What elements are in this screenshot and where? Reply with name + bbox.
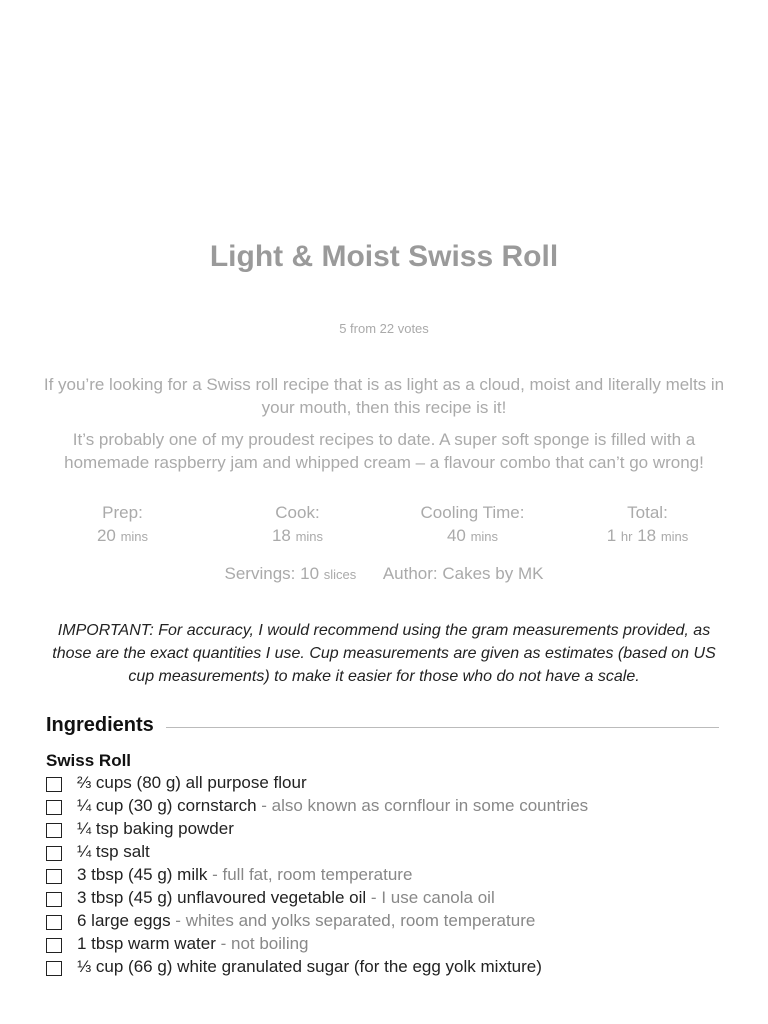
ingredient-note: I use canola oil bbox=[381, 887, 495, 907]
cook-time-value: 18 bbox=[271, 526, 291, 545]
prep-time-label: Prep: bbox=[102, 503, 143, 522]
ingredient-text: 3 tbsp (45 g) unflavoured vegetable oil bbox=[77, 887, 367, 907]
ingredient-note: also known as cornflour in some countries bbox=[271, 795, 589, 815]
total-time-minutes: 18 bbox=[637, 526, 657, 545]
ingredient-checkbox[interactable] bbox=[46, 938, 62, 953]
prep-time-unit: mins bbox=[120, 529, 149, 544]
cooling-time-unit: mins bbox=[470, 529, 499, 544]
servings-label: Servings: bbox=[224, 564, 296, 583]
ingredient-text: ⅓ cup (66 g) white granulated sugar (for the egg yolk mixture) bbox=[77, 956, 542, 976]
ingredient-item: 3 tbsp (45 g) milk - full fat, room temperature bbox=[46, 863, 746, 886]
summary-paragraph: If you’re looking for a Swiss roll recipe that is as light as a cloud, moist and literally melts in your mouth, then this recipe is it! bbox=[43, 375, 725, 417]
summary-paragraph: It’s probably one of my proudest recipes to date. A super soft sponge is filled with a homemade raspberry jam and whipped cream – a flavour combo that can’t go wrong! bbox=[64, 430, 704, 472]
total-time-minutes-unit: mins bbox=[660, 529, 689, 544]
total-time-hours-unit: hr bbox=[620, 529, 633, 544]
rating-text[interactable]: 5 from 22 votes bbox=[339, 321, 429, 336]
ingredient-group-title: Swiss Roll bbox=[46, 751, 132, 770]
ingredient-item: ¼ cup (30 g) cornstarch - also known as cornflour in some countries bbox=[46, 794, 746, 817]
prep-time-value: 20 bbox=[96, 526, 116, 545]
servings-value[interactable]: 10 bbox=[300, 564, 320, 583]
ingredient-text: ⅔ cups (80 g) all purpose flour bbox=[77, 772, 307, 792]
ingredient-item bbox=[46, 840, 746, 863]
ingredient-item bbox=[46, 955, 746, 978]
ingredient-item: 1 tbsp warm water - not boiling bbox=[46, 932, 746, 955]
ingredient-checkbox[interactable] bbox=[46, 823, 62, 838]
total-time-label: Total: bbox=[627, 503, 668, 522]
ingredient-checkbox[interactable] bbox=[46, 892, 62, 907]
ingredients-header bbox=[46, 710, 719, 740]
ingredient-text: ¼ cup (30 g) cornstarch bbox=[77, 795, 257, 815]
ingredient-list bbox=[46, 771, 746, 978]
recipe-title: Light & Moist Swiss Roll bbox=[209, 240, 559, 273]
ingredient-text: 6 large eggs bbox=[77, 910, 171, 930]
ingredient-checkbox[interactable] bbox=[46, 777, 62, 792]
cook-time-label: Cook: bbox=[275, 503, 320, 522]
ingredient-item: 6 large eggs - whites and yolks separated, room temperature bbox=[46, 909, 746, 932]
servings-unit: slices bbox=[323, 567, 357, 582]
ingredient-item bbox=[46, 817, 746, 840]
ingredient-text: 3 tbsp (45 g) milk bbox=[77, 864, 208, 884]
important-note: IMPORTANT: For accuracy, I would recommend using the gram measurements provided, as those are the exact quantities I use. Cup measurements are given as estimates (based on US cup measurements) to make it easier for those who do not have a scale. bbox=[52, 622, 716, 685]
ingredient-note: not boiling bbox=[231, 933, 309, 953]
total-time bbox=[560, 502, 735, 549]
prep-time bbox=[35, 502, 210, 549]
author-name: Cakes by MK bbox=[442, 564, 544, 583]
cook-time bbox=[210, 502, 385, 549]
recipe-meta bbox=[0, 564, 768, 584]
recipe-summary bbox=[40, 373, 728, 483]
cooling-time-label: Cooling Time: bbox=[420, 503, 525, 522]
ingredient-item bbox=[46, 771, 746, 794]
ingredient-text: ¼ tsp baking powder bbox=[77, 818, 234, 838]
ingredient-checkbox[interactable] bbox=[46, 800, 62, 815]
ingredient-note: full fat, room temperature bbox=[222, 864, 413, 884]
ingredient-checkbox[interactable] bbox=[46, 846, 62, 861]
ingredient-item: 3 tbsp (45 g) unflavoured vegetable oil - I use canola oil bbox=[46, 886, 746, 909]
ingredient-checkbox[interactable] bbox=[46, 961, 62, 976]
ingredients-heading: Ingredients bbox=[46, 713, 154, 736]
author-label: Author: bbox=[382, 564, 438, 583]
recipe-times bbox=[35, 502, 735, 549]
ingredient-text: ¼ tsp salt bbox=[77, 841, 150, 861]
heading-divider bbox=[166, 727, 719, 728]
ingredient-checkbox[interactable] bbox=[46, 915, 62, 930]
cooling-time bbox=[385, 502, 560, 549]
ingredient-text: 1 tbsp warm water bbox=[77, 933, 216, 953]
ingredient-checkbox[interactable] bbox=[46, 869, 62, 884]
ingredient-note: whites and yolks separated, room temperature bbox=[185, 910, 536, 930]
cook-time-unit: mins bbox=[295, 529, 324, 544]
total-time-hours: 1 bbox=[606, 526, 617, 545]
cooling-time-value: 40 bbox=[446, 526, 466, 545]
